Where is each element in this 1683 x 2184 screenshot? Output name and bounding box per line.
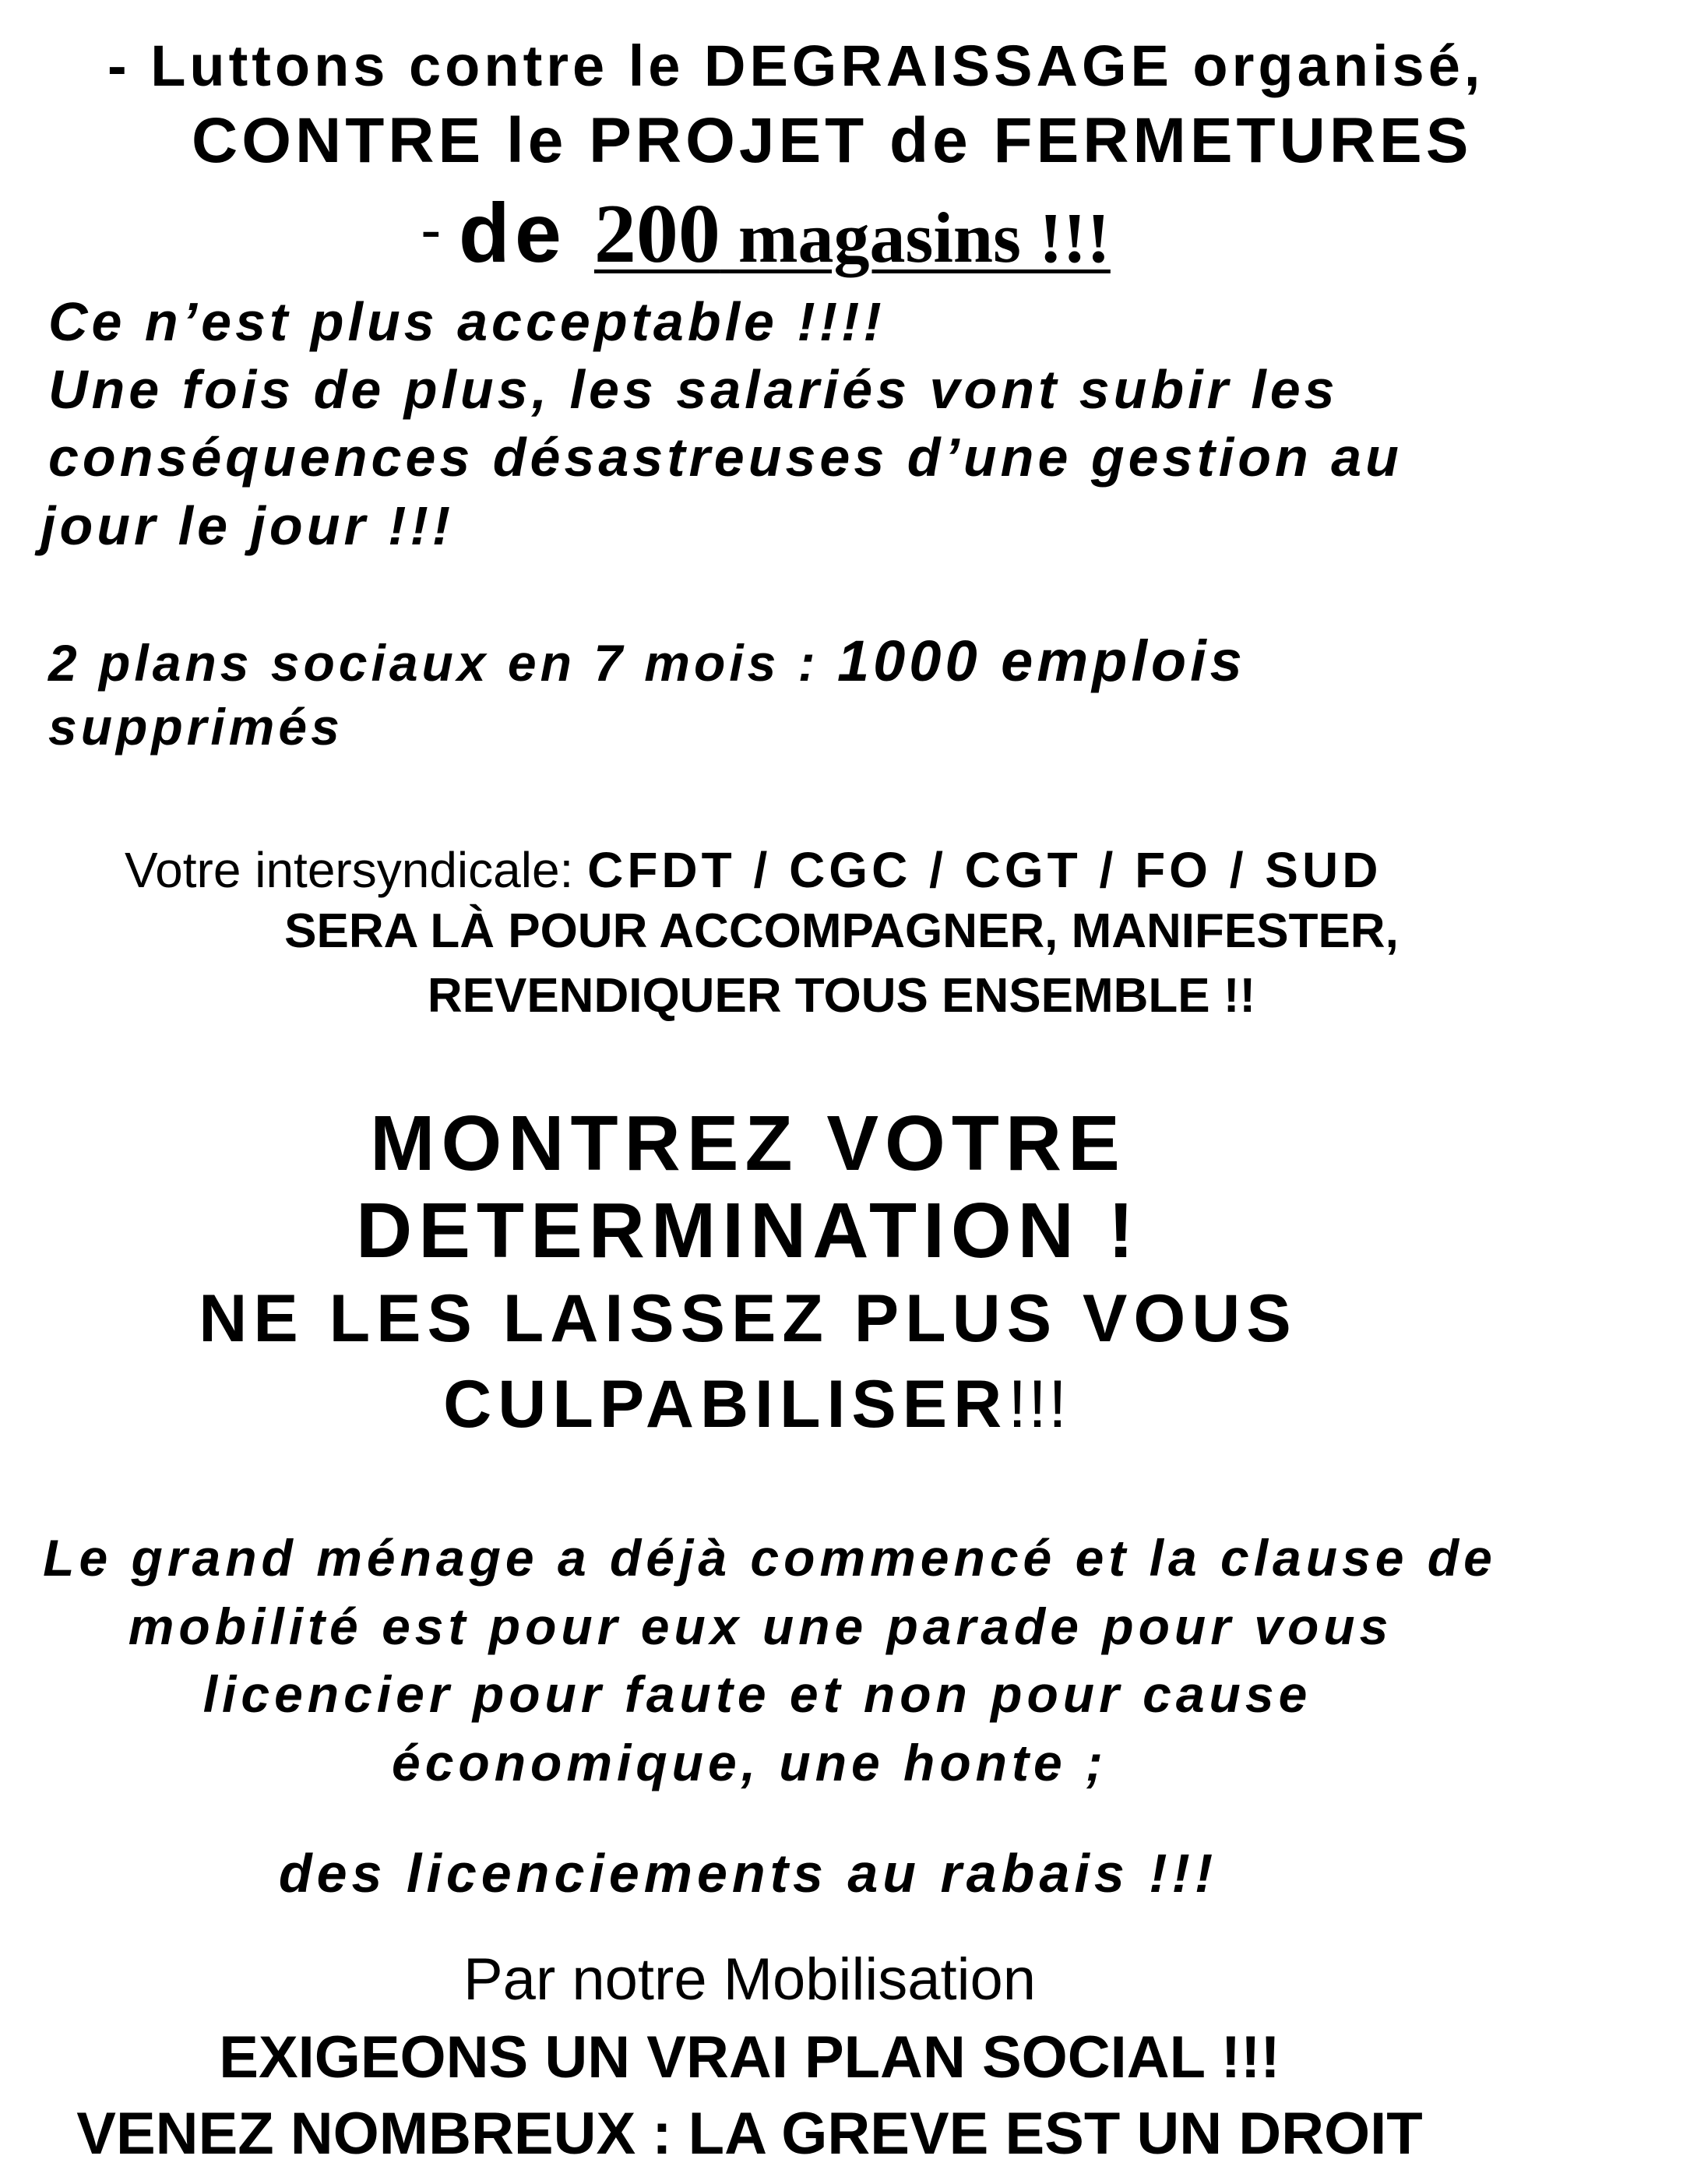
header-line-1: - Luttons contre le DEGRAISSAGE organisé, [107, 33, 1484, 98]
union-list: CFDT / CGC / CGT / FO / SUD [587, 842, 1382, 898]
plans-prefix: 2 plans sociaux en 7 mois : [48, 634, 837, 692]
statement-line-3: conséquences désastreuses d’une gestion au [48, 427, 1403, 488]
menage-line-4: économique, une honte ; [391, 1734, 1107, 1791]
intersyndicale-line [0, 842, 1683, 898]
mobilisation-line-1: Par notre Mobilisation [463, 1946, 1037, 2013]
intersyndicale-line-3: REVENDIQUER TOUS ENSEMBLE !! [427, 969, 1256, 1023]
intersyndicale-line-2: SERA LÀ POUR ACCOMPAGNER, MANIFESTER, [284, 904, 1399, 958]
cta-line-2: DETERMINATION ! [356, 1187, 1140, 1274]
menage-line-1: Le grand ménage a déjà commencé et la clause de [43, 1529, 1497, 1587]
statement-line-1: Ce n’est plus acceptable !!!! [48, 291, 886, 352]
statement-line-2: Une fois de plus, les salariés vont subir les [48, 359, 1339, 420]
menage-line-5: des licenciements au rabais !!! [278, 1843, 1218, 1904]
cta-culpabiliser: CULPABILISER [443, 1367, 1009, 1442]
cta-line-1: MONTREZ VOTRE [370, 1100, 1126, 1187]
plans-sociaux-line-2: supprimés [48, 698, 343, 756]
menage-line-2: mobilité est pour eux une parade pour vous [128, 1597, 1393, 1655]
plans-sociaux-line [0, 629, 1683, 693]
header-line-3 [0, 185, 1683, 280]
cta-line-3: NE LES LAISSEZ PLUS VOUS [199, 1281, 1297, 1356]
header-magasins: magasins !!! [720, 198, 1111, 277]
header-line-2: CONTRE le PROJET de FERMETURES [192, 105, 1473, 176]
statement-line-4: jour le jour !!! [40, 495, 455, 556]
cta-line-4 [0, 1367, 1597, 1442]
mobilisation-line-2: EXIGEONS UN VRAI PLAN SOCIAL !!! [219, 2024, 1280, 2091]
store-count: 200 [593, 188, 720, 280]
menage-line-3: licencier pour faute et non pour cause [202, 1665, 1312, 1723]
header-de: de [458, 185, 594, 280]
mobilisation-line-3: VENEZ NOMBREUX : LA GREVE EST UN DROIT [76, 2101, 1423, 2167]
cta-exclamation: !!! [1008, 1367, 1069, 1442]
header-dash: - [421, 195, 459, 264]
intersyndicale-prefix: Votre intersyndicale: [125, 842, 588, 898]
plans-emphasis: 1000 emplois [837, 629, 1246, 693]
